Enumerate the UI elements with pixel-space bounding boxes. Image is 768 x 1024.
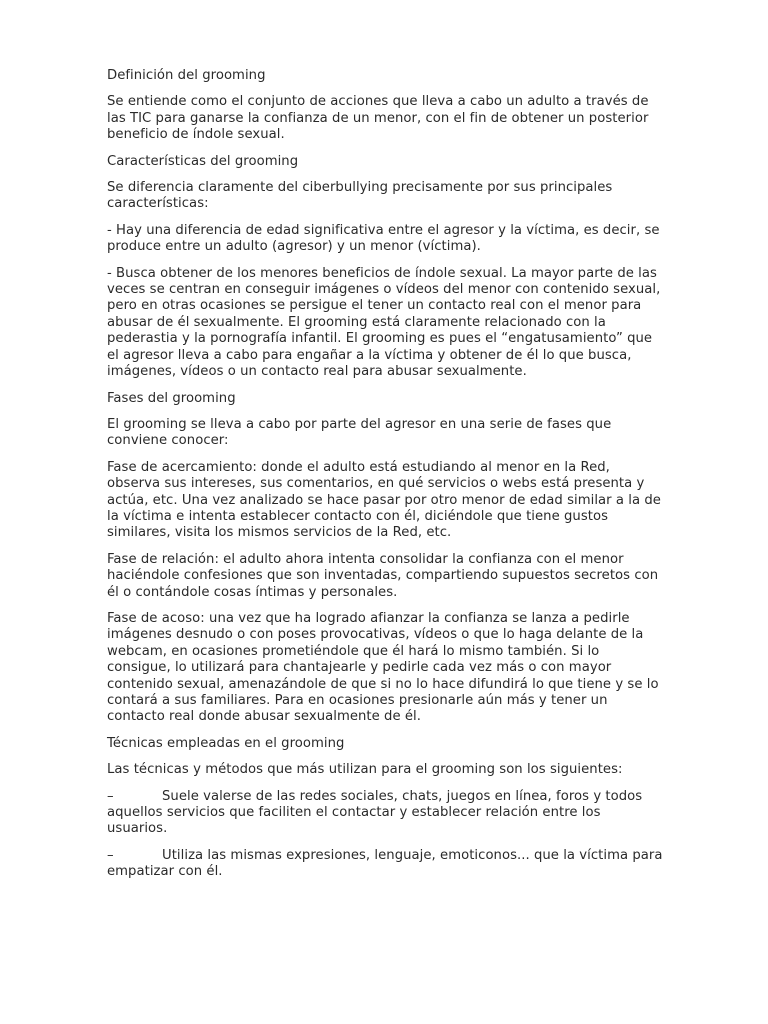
paragraph-caracteristicas-intro: Se diferencia claramente del ciberbullying precisamente por sus principales características:: [107, 180, 613, 212]
list-item-text: Utiliza las mismas expresiones, lenguaje, emoticonos... que la víctima para empatizar con él.: [107, 847, 663, 880]
dash-marker: –: [107, 788, 114, 804]
paragraph-definicion: Se entiende como el conjunto de acciones que lleva a cabo un adulto a través de las TIC para ganarse la confianza de un menor, con el fin de obtener un posterior beneficio de índole sexual.: [107, 94, 649, 143]
document-page: [107, 68, 663, 891]
paragraph-tecnicas-intro: Las técnicas y métodos que más utilizan para el grooming son los siguientes:: [107, 762, 623, 778]
list-item-text: Suele valerse de las redes sociales, chats, juegos en línea, foros y todos aquellos servicios que faciliten el contactar y establecer relación entre los usuarios.: [107, 788, 643, 837]
paragraph-fases-intro: El grooming se lleva a cabo por parte del agresor en una serie de fases que conviene conocer:: [107, 416, 612, 449]
list-item-tecnica-1: [107, 789, 663, 838]
dash-marker: –: [107, 847, 114, 863]
list-item-caracteristica-1: - Hay una diferencia de edad significativa entre el agresor y la víctima, es decir, se produce entre un adulto (agresor) y un menor (víctima).: [107, 222, 660, 255]
section-heading-definicion: Definición del grooming: [107, 68, 266, 83]
list-item-caracteristica-2: - Busca obtener de los menores beneficios de índole sexual. La mayor parte de las veces se centran en conseguir imágenes o vídeos del menor con contenido sexual, pero en otras ocasiones se persigue el tener un contacto real con el menor para abusar de él sexualmente. El grooming está claramente relacionado con la pederastia y la pornografía infantil. El grooming es pues el “engatusamiento” que el agresor lleva a cabo para engañar a la víctima y obtener de él lo que busca, imágenes, vídeos o un contacto real para abusar sexualmente.: [107, 265, 661, 380]
section-heading-fases: Fases del grooming: [107, 390, 236, 406]
paragraph-fase-acercamiento: Fase de acercamiento: donde el adulto está estudiando al menor en la Red, observa sus intereses, sus comentarios, en qué servicios o webs está presenta y actúa, etc. Una vez analizado se hace pasar por otro menor de edad similar a la de la víctima e intenta establecer contacto con él, diciéndole que tiene gustos similares, visita los mismos servicios de la Red, etc.: [107, 459, 661, 541]
paragraph-fase-acoso: Fase de acoso: una vez que ha logrado afianzar la confianza se lanza a pedirle imágenes desnudo o con poses provocativas, vídeos o que lo haga delante de la webcam, en ocasiones prometiéndole que él hará lo mismo también. Si lo consigue, lo utilizará para chantajearle y pedirle cada vez más o con mayor contenido sexual, amenazándole de que si no lo hace difundirá lo que tiene y se lo contará a sus familiares. Para en ocasiones presionarle aún más y tener un contacto real donde abusar sexualmente de él.: [107, 610, 659, 725]
paragraph-fase-relacion: Fase de relación: el adulto ahora intenta consolidar la confianza con el menor haciéndole confesiones que son inventadas, compartiendo supuestos secretos con él o contándole cosas íntimas y personales.: [107, 551, 659, 600]
list-item-tecnica-2: [107, 848, 663, 881]
section-heading-tecnicas: Técnicas empleadas en el grooming: [107, 735, 345, 751]
section-heading-caracteristicas: Características del grooming: [107, 153, 299, 169]
